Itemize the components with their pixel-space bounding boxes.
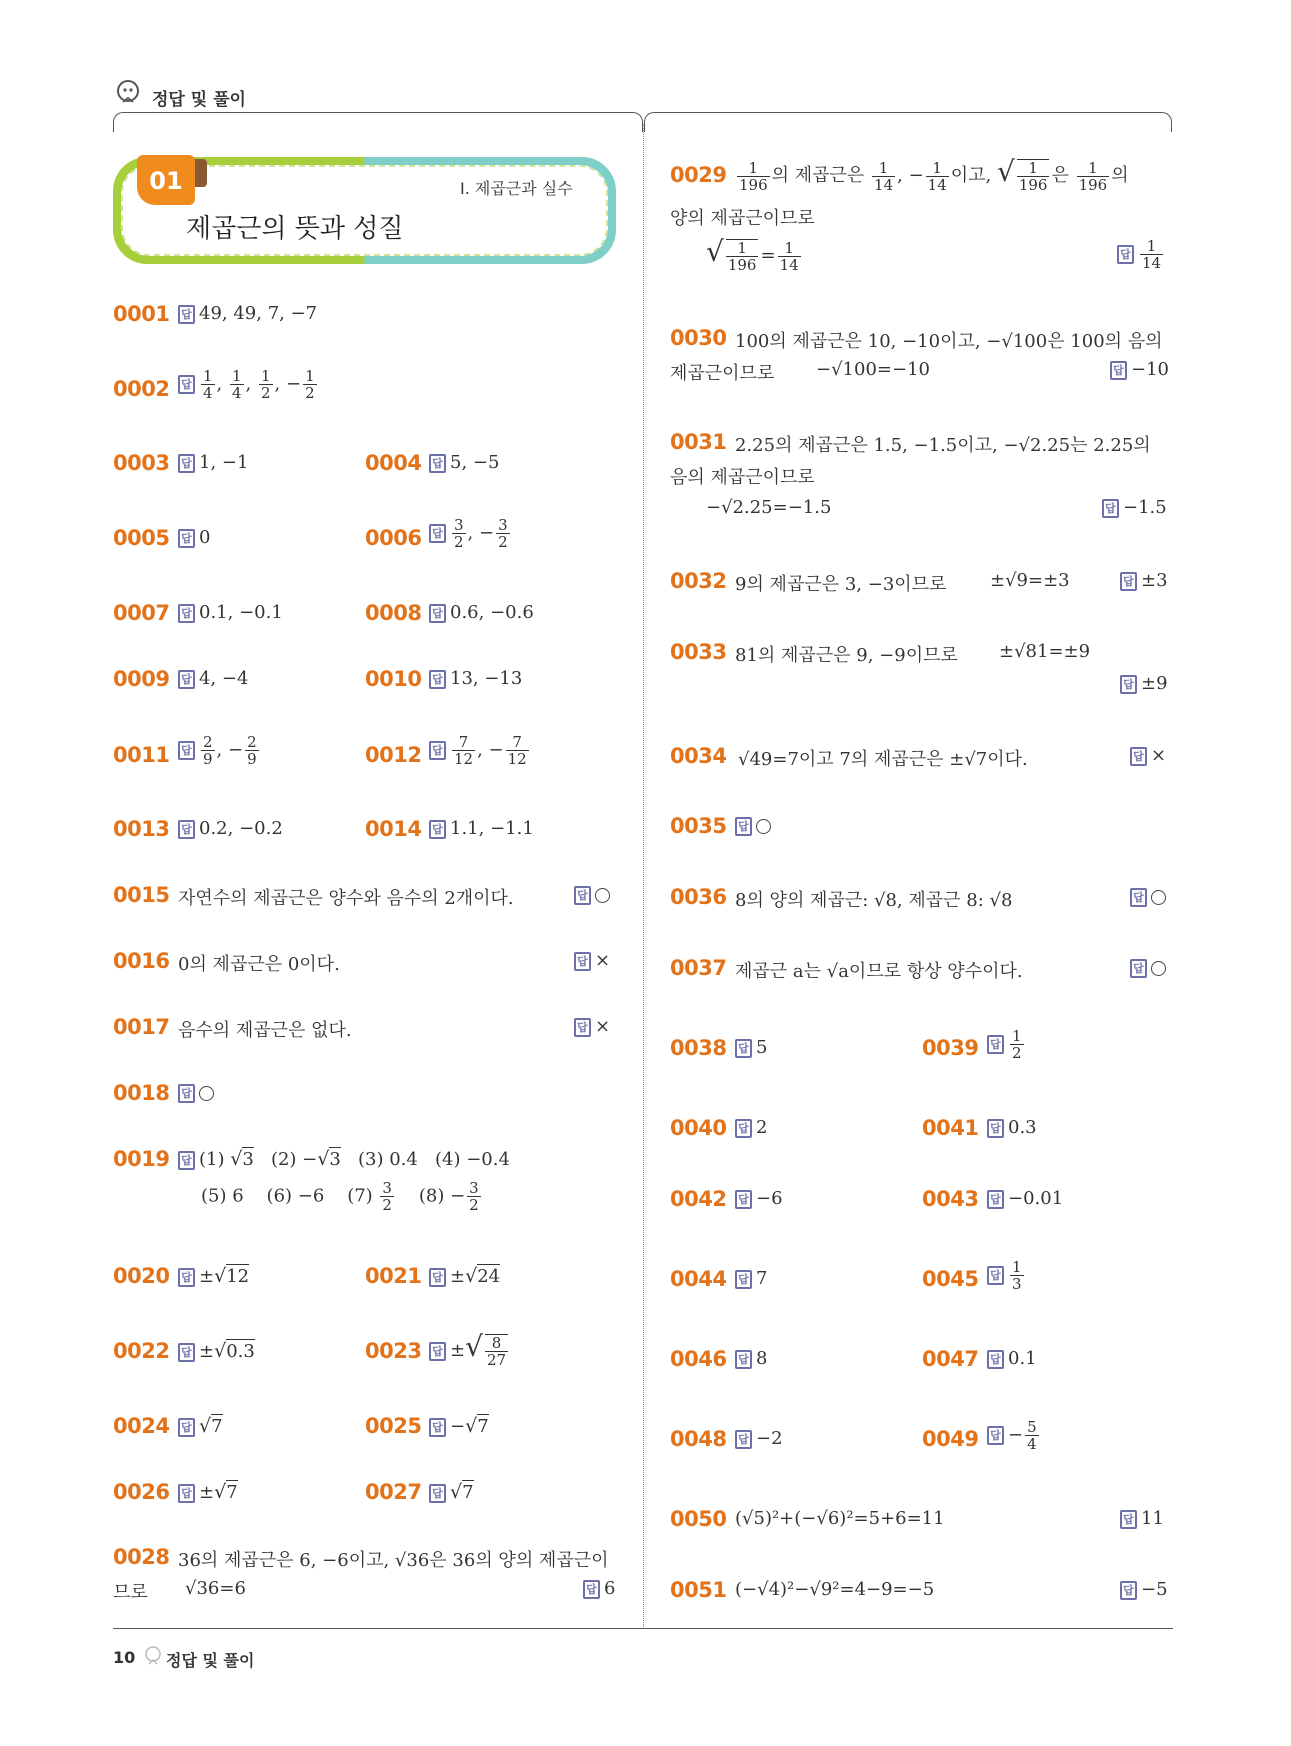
answer: 답 $\frac{1}{3}$ [987,1259,1026,1292]
question-number: 0012 [365,743,422,767]
question-number: 0051 [670,1578,727,1602]
answer-line2: (5) 6 (6) −6 (7) $\frac{3}{2}$ (8) − $\frac{3}{2}$ [201,1179,479,1214]
explanation: 음수의 제곱근은 없다. [178,1020,352,1041]
answer: 답 [735,815,771,836]
answer: 답 −10 [1110,359,1169,380]
question-number: 0041 [922,1116,979,1140]
explanation: 8의 양의 제곱근: √8, 제곱근 8: √8 [735,890,1013,911]
answer: 답 −6 [735,1188,783,1209]
explanation: 36의 제곱근은 6, −6이고, √36은 36의 양의 제곱근이 [178,1550,609,1571]
question-number: 0018 [113,1081,170,1105]
question-number: 0030 [670,326,727,350]
question-number: 0019 [113,1147,170,1171]
footer-title: 정답 및 풀이 [166,1651,255,1670]
equation: √ $\frac{1}{196}$ = $\frac{1}{14}$ [706,235,799,274]
answer: 답 5 [735,1037,767,1058]
question-number: 0006 [365,526,422,550]
answer: 답 √7 [178,1415,223,1437]
explanation-line2: 므로 [113,1582,148,1603]
answer: 답 [574,884,610,905]
answer: 답 1.1, −1.1 [429,818,534,839]
answer: 답 $\frac{2}{9}$ , − $\frac{2}{9}$ [178,734,261,767]
explanation-line2: 양의 제곱근이므로 [670,208,815,229]
left-column-frame [113,112,643,132]
question-number: 0017 [113,1015,170,1039]
explanation: (√5)²+(−√6)²=5+6=11 [735,1508,945,1529]
answer: 답 7 [735,1268,767,1289]
question-number: 0043 [922,1187,979,1211]
question-number: 0025 [365,1414,422,1438]
section-title: 제곱근의 뜻과 성질 [186,214,404,244]
question-number: 0009 [113,667,170,691]
right-column-frame [644,112,1172,132]
question-number: 0005 [113,526,170,550]
answer: 답 ±√24 [429,1265,500,1287]
answer: 답 −0.01 [987,1188,1063,1209]
page-number: 10 [113,1648,136,1667]
question-number: 0027 [365,1480,422,1504]
question-number: 0033 [670,640,727,664]
question-number: 0029 [670,163,727,187]
answer: 답 0.2, −0.2 [178,818,283,839]
equation: ±√9=±3 [990,570,1070,591]
explanation: 2.25의 제곱근은 1.5, −1.5이고, −√2.25는 2.25의 [735,435,1151,456]
equation: −√2.25=−1.5 [706,497,832,518]
section-number-tab [137,155,207,205]
answer: 답 ±√ $\frac{8}{27}$ [429,1330,510,1368]
equation: √36=6 [185,1578,246,1599]
answer: 답 49, 49, 7, −7 [178,303,317,324]
answer: 답 6 [583,1578,615,1599]
question-number: 0022 [113,1339,170,1363]
question-number: 0001 [113,302,170,326]
answer: 답 0.3 [987,1117,1037,1138]
question-number: 0004 [365,451,422,475]
question-number: 0031 [670,430,727,454]
answer: 답 0.1 [987,1348,1037,1369]
answer: 답 2 [735,1117,767,1138]
answer: 답 −5 [1120,1579,1168,1600]
explanation: 9의 제곱근은 3, −3이므로 [735,574,947,595]
question-number: 0002 [113,377,170,401]
question-number: 0034 [670,744,727,768]
question-number: 0032 [670,569,727,593]
answer: 답 −2 [735,1428,783,1449]
question-number: 0042 [670,1187,727,1211]
question-number: 0026 [113,1480,170,1504]
question-number: 0035 [670,814,727,838]
column-divider [643,124,644,1629]
question-number: 0045 [922,1267,979,1291]
question-number: 0015 [113,883,170,907]
question-number: 0023 [365,1339,422,1363]
section-number: 01 [137,155,195,205]
answer: 답 ±9 [1120,673,1168,694]
question-number: 0013 [113,817,170,841]
answer: 답 4, −4 [178,668,248,689]
explanation: √49=7이고 7의 제곱근은 ±√7이다. [738,749,1028,770]
answer: 답 − $\frac{5}{4}$ [987,1419,1041,1452]
answer: 답 0.1, −0.1 [178,602,283,623]
answer: 답 [1130,957,1166,978]
answer: 답 5, −5 [429,452,499,473]
answer: 답 ±√0.3 [178,1340,255,1362]
header-title: 정답 및 풀이 [152,90,246,110]
answer: 답 × [1130,745,1166,766]
explanation: 0의 제곱근은 0이다. [178,954,340,975]
answer: 답 ±√7 [178,1481,238,1503]
question-number: 0014 [365,817,422,841]
question-number: 0011 [113,743,170,767]
question-number: 0024 [113,1414,170,1438]
explanation: $\frac{1}{196}$ 의 제곱근은 $\frac{1}{14}$ , − $\frac{1}{14}$ 이고, √ $\frac{1}{196}$ 은 $\frac{1}{196}$ 의 [739,155,1129,194]
answer: 답 (1) √3 (2) −√3 (3) 0.4 (4) −0.4 [178,1148,510,1170]
answer: 답 1, −1 [178,452,248,473]
question-number: 0049 [922,1427,979,1451]
answer: 답 $\frac{1}{4}$ , $\frac{1}{4}$ , $\frac{1}{2}$ , − $\frac{1}{2}$ [178,368,319,401]
question-number: 0037 [670,956,727,980]
question-number: 0050 [670,1507,727,1531]
question-number: 0039 [922,1036,979,1060]
footer-rule [113,1628,1173,1629]
answer: 답 $\frac{1}{14}$ [1117,238,1165,271]
question-number: 0040 [670,1116,727,1140]
explanation-line2: 음의 제곱근이므로 [670,467,815,488]
question-number: 0036 [670,885,727,909]
question-number: 0047 [922,1347,979,1371]
answer: 답 8 [735,1348,767,1369]
equation: ±√81=±9 [999,641,1091,662]
question-number: 0003 [113,451,170,475]
explanation: 100의 제곱근은 10, −10이고, −√100은 100의 음의 [735,331,1163,352]
question-number: 0021 [365,1264,422,1288]
question-number: 0020 [113,1264,170,1288]
question-number: 0046 [670,1347,727,1371]
answer: 답 13, −13 [429,668,522,689]
answer: 답 $\frac{3}{2}$ , − $\frac{3}{2}$ [429,517,512,550]
explanation: (−√4)²−√9²=4−9=−5 [735,1579,935,1600]
question-number: 0048 [670,1427,727,1451]
question-number: 0008 [365,601,422,625]
question-number: 0044 [670,1267,727,1291]
answer: 답 × [574,950,610,971]
answer: 답 ±√12 [178,1265,249,1287]
answer: 답 −√7 [429,1415,489,1437]
answer: 답 $\frac{7}{12}$ , − $\frac{7}{12}$ [429,734,531,767]
answer: 답 [178,1082,214,1103]
equation: −√100=−10 [816,359,930,380]
answer: 답 ±3 [1120,570,1168,591]
explanation: 제곱근 a는 √a이므로 항상 양수이다. [735,961,1023,982]
section-chapter: I. 제곱근과 실수 [460,179,573,198]
question-number: 0016 [113,949,170,973]
question-number: 0028 [113,1545,170,1569]
question-number: 0010 [365,667,422,691]
answer: 답 0 [178,527,210,548]
header-mascot-icon [114,78,144,108]
explanation-line2: 제곱근이므로 [670,363,775,384]
question-number: 0038 [670,1036,727,1060]
footer-mascot-icon [142,1644,166,1668]
answer: 답 [1130,886,1166,907]
answer: 답 −1.5 [1102,497,1167,518]
answer: 답 11 [1120,1508,1164,1529]
explanation: 자연수의 제곱근은 양수와 음수의 2개이다. [178,888,514,909]
answer: 답 0.6, −0.6 [429,602,534,623]
answer: 답 $\frac{1}{2}$ [987,1028,1026,1061]
question-number: 0007 [113,601,170,625]
explanation: 81의 제곱근은 9, −9이므로 [735,645,958,666]
answer: 답 × [574,1016,610,1037]
answer: 답 √7 [429,1481,474,1503]
